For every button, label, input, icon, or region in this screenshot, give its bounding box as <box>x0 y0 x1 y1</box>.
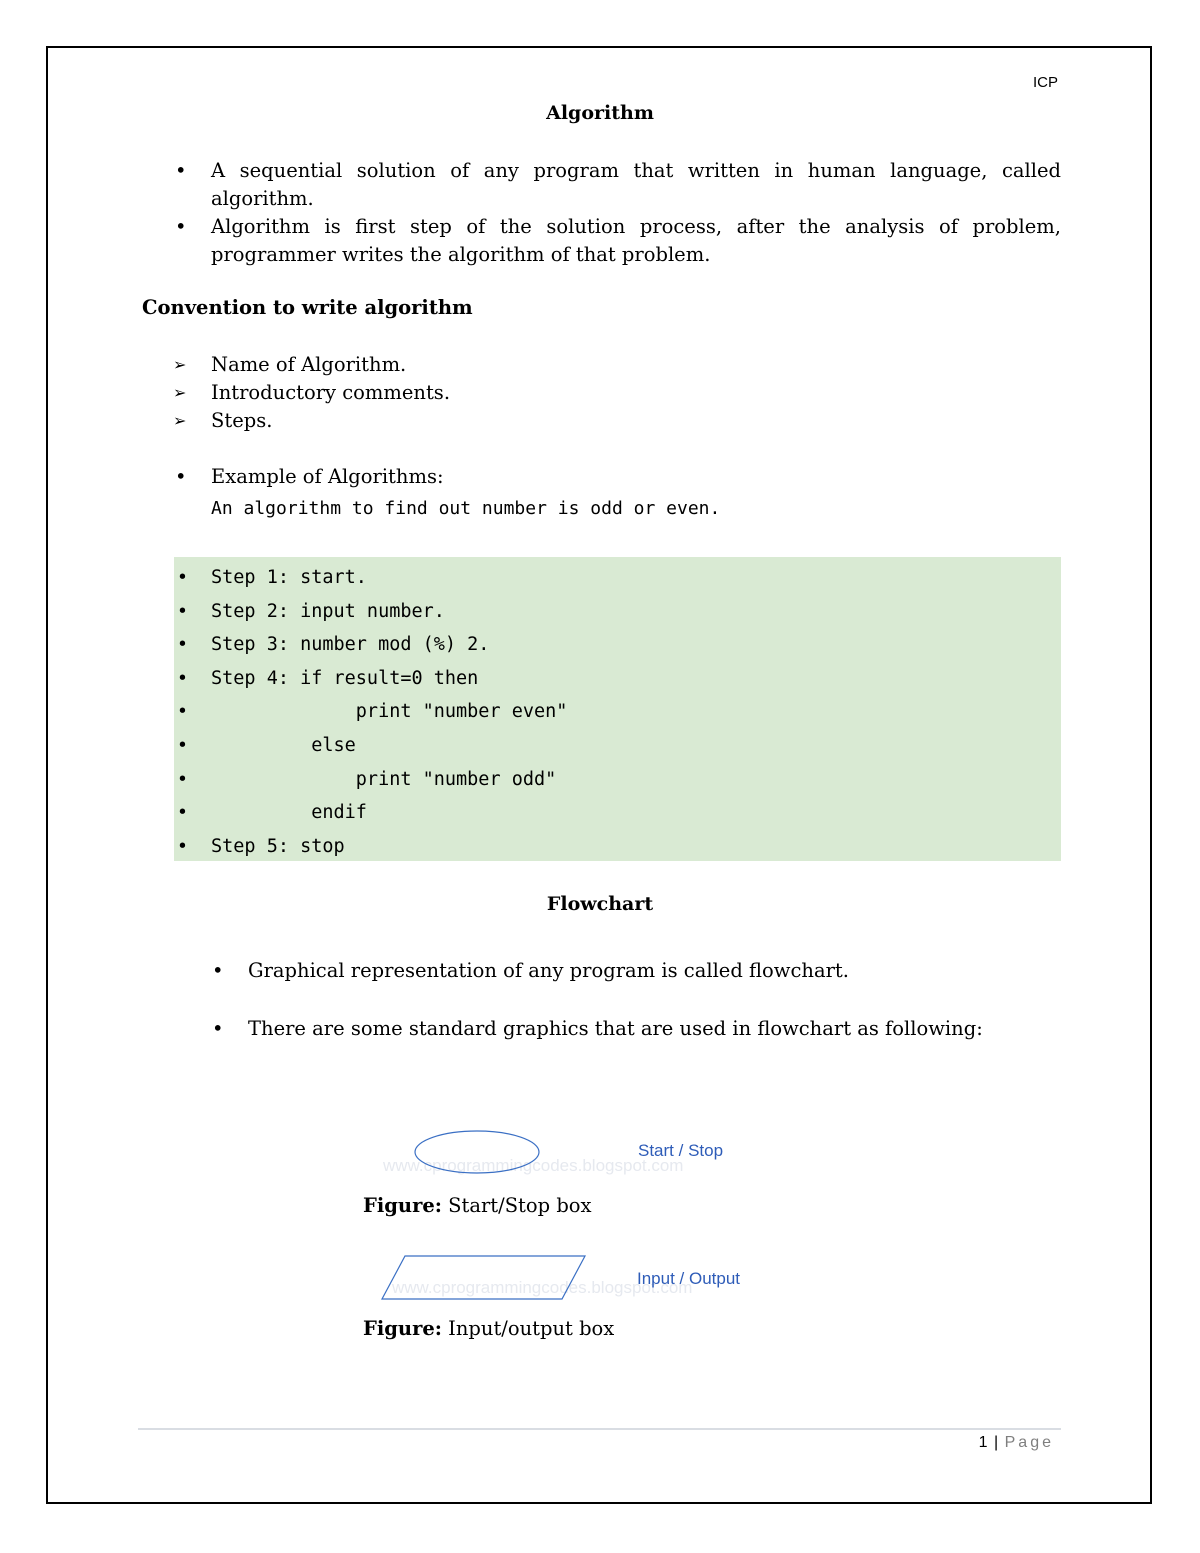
code-line: • endif <box>174 796 1061 830</box>
caption-prefix: Figure: <box>363 1317 442 1340</box>
code-line: • print "number even" <box>174 695 1061 729</box>
algorithm-title: Algorithm <box>546 102 654 124</box>
input-output-label: Input / Output <box>637 1269 741 1288</box>
start-stop-ellipse-icon <box>410 1128 544 1178</box>
start-stop-label: Start / Stop <box>638 1141 724 1160</box>
list-item: ➢ Steps. <box>173 407 1061 435</box>
footer-separator: | <box>994 1434 1000 1451</box>
watermark-text: www.cprogrammingcodes.blogspot.com <box>392 1278 693 1297</box>
convention-heading: Convention to write algorithm <box>142 296 473 319</box>
caption-text: Input/output box <box>441 1317 615 1340</box>
example-list <box>173 463 1061 523</box>
list-item: ➢ Introductory comments. <box>173 379 1061 407</box>
page-number: 1 <box>978 1434 989 1451</box>
figure-caption-start-stop <box>363 1194 592 1217</box>
input-output-parallelogram-icon <box>380 1254 590 1302</box>
code-line: • Step 1: start. <box>174 561 1061 595</box>
list-item: • A sequential solution of any program that written in human language, called algorithm. <box>173 157 1061 213</box>
flowchart-bullets <box>210 957 1061 1043</box>
code-line: • print "number odd" <box>174 763 1061 797</box>
flowchart-title: Flowchart <box>546 893 654 915</box>
page-word: Page <box>1004 1434 1054 1451</box>
footer-divider <box>138 1428 1061 1430</box>
convention-list <box>173 351 1061 435</box>
code-line: • Step 4: if result=0 then <box>174 662 1061 696</box>
list-item: ➢ Name of Algorithm. <box>173 351 1061 379</box>
list-item: • There are some standard graphics that are used in flowchart as following: <box>210 1015 1061 1043</box>
example-label: Example of Algorithms: <box>211 465 444 488</box>
example-item <box>173 463 1061 523</box>
code-line: • Step 5: stop <box>174 830 1061 864</box>
list-item: • Algorithm is first step of the solution process, after the analysis of problem, programmer writes the algorithm of that problem. <box>173 213 1061 269</box>
code-line: • Step 2: input number. <box>174 595 1061 629</box>
example-description: An algorithm to find out number is odd or even. <box>211 498 721 519</box>
caption-prefix: Figure: <box>363 1194 442 1217</box>
code-line: • Step 3: number mod (%) 2. <box>174 628 1061 662</box>
figure-caption-input-output <box>363 1317 614 1340</box>
algorithm-bullets <box>173 157 1061 269</box>
code-line: • else <box>174 729 1061 763</box>
code-block <box>174 557 1061 861</box>
list-item: • Graphical representation of any program is called flowchart. <box>210 957 1061 985</box>
watermark-text: www.cprogrammingcodes.blogspot.com <box>383 1156 684 1175</box>
caption-text: Start/Stop box <box>441 1194 592 1217</box>
header-tag: ICP <box>1032 74 1058 91</box>
page-footer <box>979 1434 1054 1452</box>
